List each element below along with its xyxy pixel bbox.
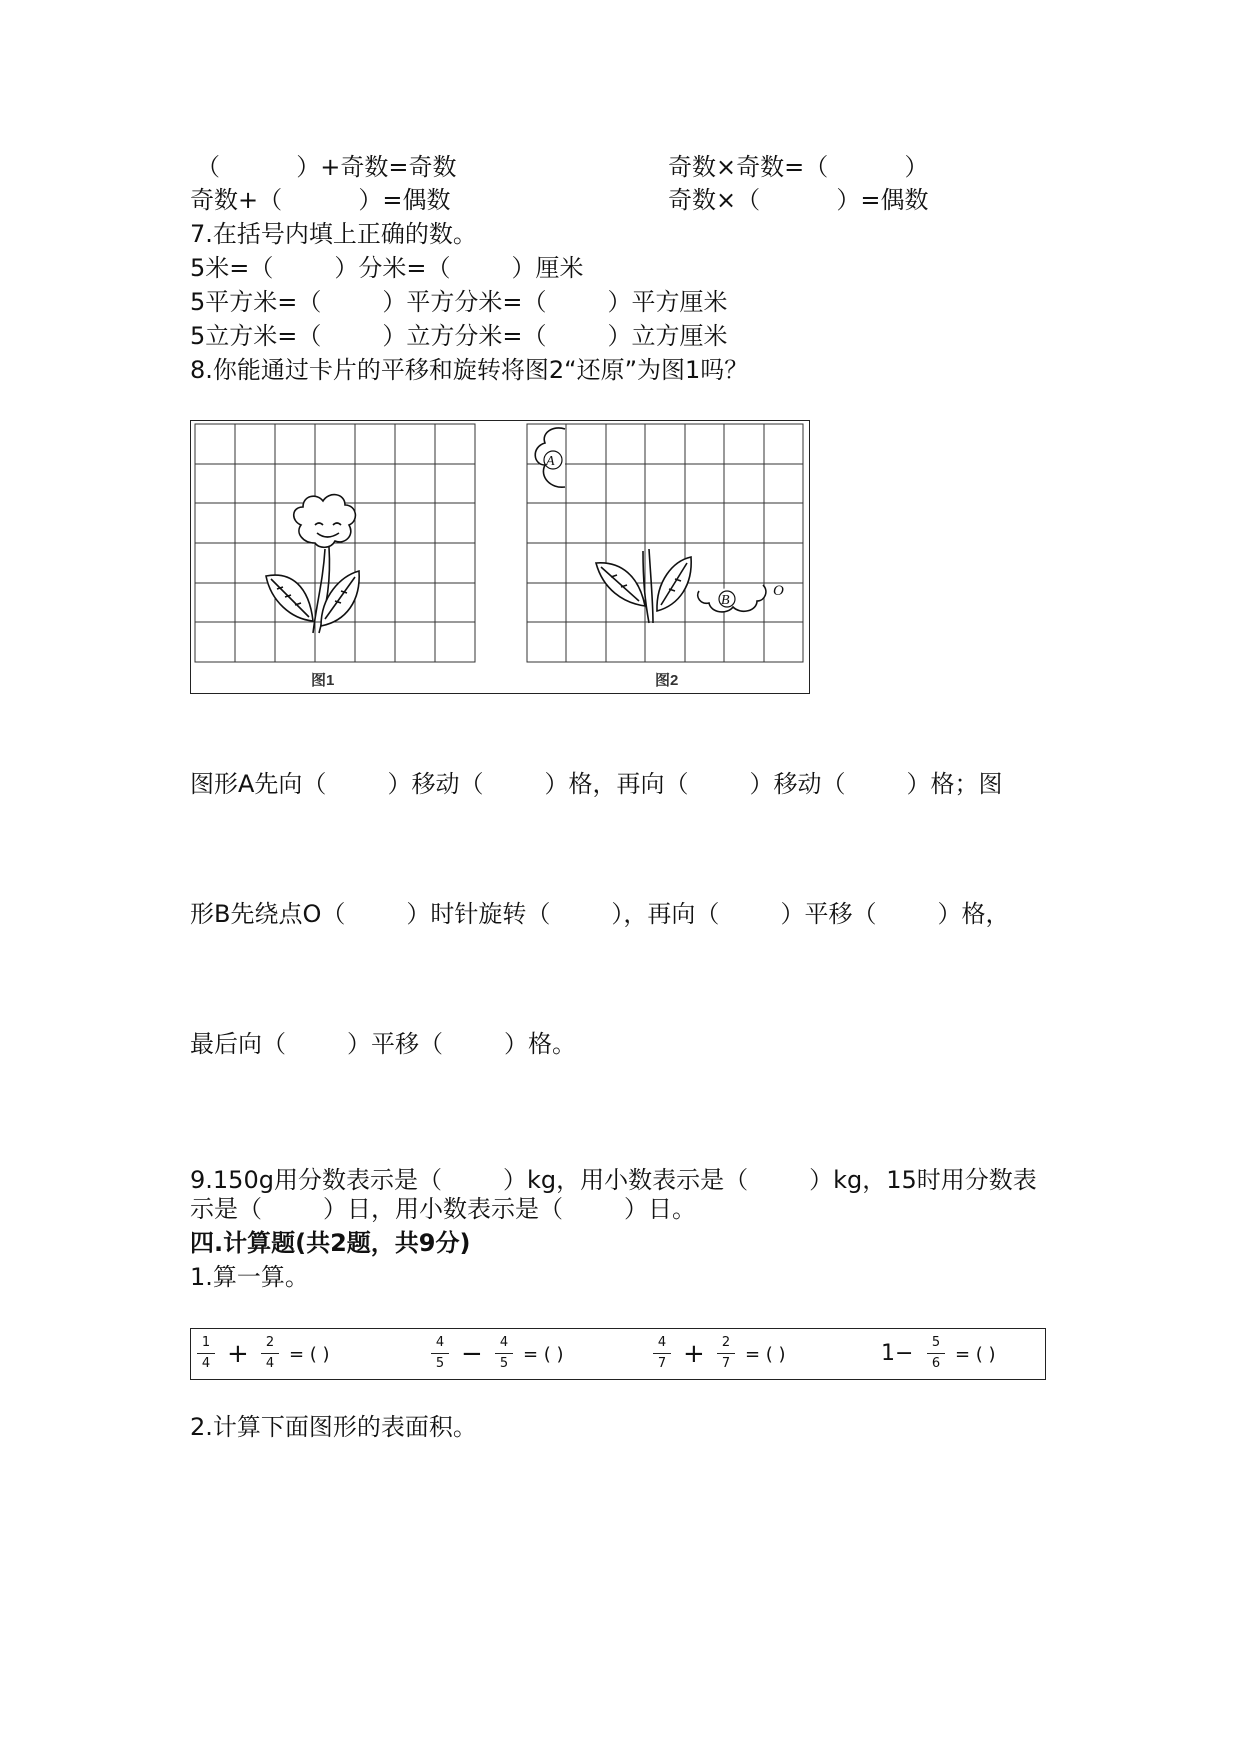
frac-num: 4 <box>431 1333 449 1354</box>
calc-expression-2 <box>431 1333 611 1377</box>
q8-answer-line-1: 图形A先向（ ）移动（ ）格，再向（ ）移动（ ）格；图 <box>190 770 1003 798</box>
answer-blank: = ( ) <box>955 1344 996 1365</box>
frac-num: 1 <box>197 1333 215 1354</box>
frac-num: 2 <box>261 1333 279 1354</box>
frac-den: 5 <box>499 1356 509 1371</box>
section4-q2-title: 2.计算下面图形的表面积。 <box>190 1413 477 1441</box>
caption-figure2: 图2 <box>655 672 679 689</box>
q8-answer-line-2: 形B先绕点O（ ）时针旋转（ ），再向（ ）平移（ ）格， <box>190 900 1010 928</box>
operator: + <box>227 1339 249 1369</box>
q8-title: 8.你能通过卡片的平移和旋转将图2“还原”为图1吗？ <box>190 356 749 384</box>
label-b: B <box>721 593 730 608</box>
frac-den: 4 <box>201 1356 211 1371</box>
operator: + <box>683 1339 705 1369</box>
calc-expressions-box <box>190 1328 1046 1380</box>
q8-answer-line-3: 最后向（ ）平移（ ）格。 <box>190 1030 577 1058</box>
frac-den: 7 <box>721 1356 731 1371</box>
frac-den: 6 <box>931 1356 941 1371</box>
card-b-shape <box>698 585 766 612</box>
answer-blank: = ( ) <box>523 1344 564 1365</box>
grid-figure1 <box>195 424 475 662</box>
parity-row1-left: （ ）+奇数=奇数 <box>196 153 457 181</box>
label-o: O <box>773 583 784 599</box>
q8-figure-drawing <box>191 421 808 692</box>
q9-line-1: 9.150g用分数表示是（ ）kg，用小数表示是（ ）kg，15时用分数表 <box>190 1166 1037 1194</box>
calc-expression-1 <box>197 1333 377 1377</box>
calc-expression-3 <box>653 1333 833 1377</box>
flower-icon <box>266 495 359 633</box>
stem-leaves-icon <box>596 549 691 623</box>
parity-row2-left: 奇数+（ ）=偶数 <box>190 186 451 214</box>
answer-blank: = ( ) <box>745 1344 786 1365</box>
parity-row1-right: 奇数×奇数=（ ） <box>668 153 929 181</box>
frac-num: 4 <box>653 1333 671 1354</box>
frac-num: 2 <box>717 1333 735 1354</box>
q7-line-cubic-meter: 5立方米=（ ）立方分米=（ ）立方厘米 <box>190 322 728 350</box>
q7-title: 7.在括号内填上正确的数。 <box>190 220 477 248</box>
operator: 1− <box>881 1341 914 1366</box>
q7-line-square-meter: 5平方米=（ ）平方分米=（ ）平方厘米 <box>190 288 728 316</box>
calc-expression-4 <box>881 1333 1041 1377</box>
frac-den: 5 <box>435 1356 445 1371</box>
label-a: A <box>546 454 555 469</box>
grid-figure2 <box>527 424 803 662</box>
caption-figure1: 图1 <box>311 672 335 689</box>
section4-heading: 四.计算题(共2题，共9分) <box>190 1229 471 1257</box>
frac-num: 5 <box>927 1333 945 1354</box>
q9-line-2: 示是（ ）日，用小数表示是（ ）日。 <box>190 1195 697 1223</box>
operator: − <box>461 1339 483 1369</box>
q7-line-meter: 5米=（ ）分米=（ ）厘米 <box>190 254 584 282</box>
frac-den: 7 <box>657 1356 667 1371</box>
answer-blank: = ( ) <box>289 1344 330 1365</box>
frac-num: 4 <box>495 1333 513 1354</box>
parity-row2-right: 奇数×（ ）=偶数 <box>668 186 929 214</box>
section4-q1-title: 1.算一算。 <box>190 1263 309 1291</box>
frac-den: 4 <box>265 1356 275 1371</box>
q8-figure <box>190 420 810 694</box>
